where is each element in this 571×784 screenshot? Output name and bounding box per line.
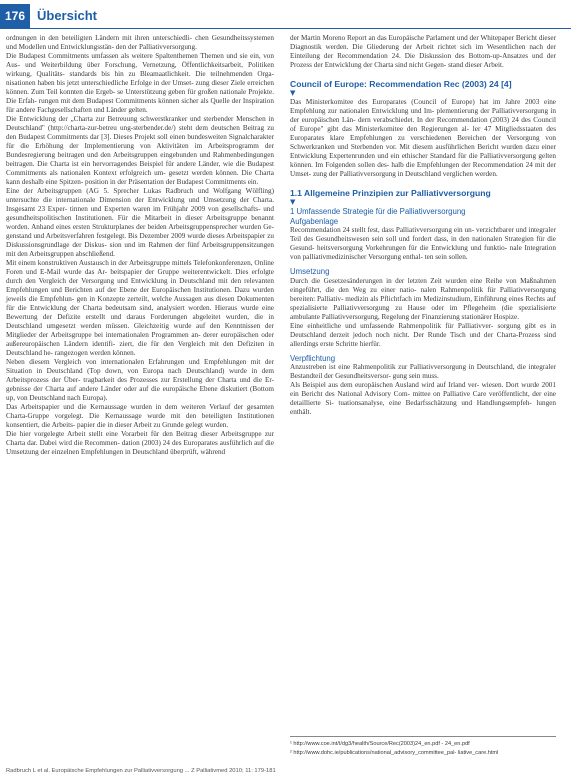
right-column — [290, 34, 556, 417]
paragraph: Eine der Arbeitsgruppen (AG 5. Sprecher Lukas Radbruch und Wolfgang Wölfling) untersuchte die internationale Dimension der Entwicklung und Umsetzung der Charta. Insgesamt 23 Exper- tinnen und Experten waren im Frühjahr 2009 von gesellschafts- und gesundheitspolitischen Institutionen. Für die Mitarbeit in dieser Arbeitsgruppe benannt worden. Anhand eines ersten Strukturplanes der beiden Arbeitsgruppensprecher wurden Ge- genstand und Arbeitsverfahren festgelegt. Bis Dezember 2009 wurde dieses Arbeitspapier zu Diskussionsgrundlage der Diskus- sion und im Rahmen der fünf Arbeitsgruppensitzungen mit den Arbeitsgruppen abschließend. — [6, 187, 274, 258]
arrow-down-icon: ▼ — [290, 198, 296, 206]
paragraph: Eine einheitliche und umfassende Rahmenpolitik für Palliativver- sorgung gibt es in Deutschland derzeit jedoch noch nicht. Der Runde Tisch und der Charta-Prozess sind allerdings erste Schritte hierfür. — [290, 321, 556, 348]
heading-general-principles: 1.1 Allgemeine Prinzipien zur Palliativversorgung — [290, 188, 491, 198]
footnote: ² http://www.dohc.ie/publications/national_advisory_committee_pal- liative_care.html — [290, 750, 499, 756]
paragraph: Anzustreben ist eine Rahmenpolitik zur Palliativversorgung in Deutschland, die integraler Bestandteil der Gesundheitsversor- gung sein muss. — [290, 363, 556, 380]
subheading-umsetzung: Umsetzung — [290, 267, 330, 276]
paragraph: Durch die Gesetzesänderungen in der letzten Zeit wurden eine Reihe von Maßnahmen eingeführt, die den Weg zu einer natio- nalen Rahmenpolitik für Palliativversorgung bereiten: Palliativ- medizin als Pflichtfach im Medizinstudium, Einführung eines Rechts auf spezialisierte Palliativversorgung zu Hause oder im Pflegeheim (die spezialisierte ambulante Palliativversorgung, Regelung der Finanzierung stationärer Hospize. — [290, 276, 556, 321]
paragraph: Neben diesem Vergleich von internationalen Erfahrungen und Empfehlungen mit der Situation in Deutschland (Top down, von Europa nach Deutschland) wurde in dem Arbeitsprozess der Über- tragbarkeit des Prozesses zur Erstellung der Charta und die Er- gebnisse der Charta auf andere Länder oder auf die europäische Ebene diskutiert (Bottom up, von Deutschland nach Europa). — [6, 358, 274, 402]
footnote: ¹ http://www.coe.int/t/dg3/health/Source/Rec(2003)24_en.pdf - 24_en.pdf — [290, 741, 470, 747]
paragraph: Das Ministerkomitee des Europarates (Council of Europe) hat im Jahre 2003 eine Empfehlung zur nationalen Entwicklung und Im- plementierung der Palliativversorgung in der europäischen Län- dern verabschiedet. In der Recommendation (2003) 24 des Council of Europe" gibt das Ministerkomitee den Regierungen al- ler 47 Mitgliedsstaaten des Europarates klare Empfehlungen zu verschiedenen Bereichen der Versorgung von Schwerkranken und Sterbenden vor. Mit diesem ausführlichen Bericht wurden dazu einer Entwicklung Expertenrunden und ein ethischer Standard für die Palliativversorgung gelten können. Im Folgenden sollen des- halb die Empfehlungen der Recommendation 24 mit der Umset- zung der Palliativversorgung in Deutschland verglichen werden. — [290, 98, 556, 178]
section-title: Übersicht — [37, 8, 97, 23]
paragraph: Mit einem konstruktiven Austausch in der Arbeitsgruppe mittels Telefonkonferenzen, Online Foren und E-Mail wurde das Ar- beitspapier der Gruppe weiterentwickelt. Dies erfolgte durch den Vergleich der Versorgung und Entwicklung in Deutschland mit den relevanten Empfehlungen und Berichten auf der Ebene der Europäischen Institutionen. Dazu wurden jeweils die Empfehlun- gen in Konzepte zerteilt, welche Aussagen aus diesen Dokumenten für die Entwicklung der Charta bedeutsam sind, analysiert worden. Hieraus wurde eine Bewertung der Defizite erstellt und daraus Forderungen abgeleitet wurden, die in Deutschland umgesetzt werden müssen. Gleichzeitig wurde auf den Kenntnissen der Mitglieder der Arbeitsgruppe bei internationalen Programmen an- derer europäischen oder außereuropäischen Ländern identifi- ziert, die für den Vergleich mit den Defiziten in Deutschland he- rangezogen werden können. — [6, 259, 274, 357]
paragraph: Als Beispiel aus dem europäischen Ausland wird auf Irland ver- wiesen. Dort wurde 2001 ein Bericht des National Advisory Com- mittee on Palliative Care veröffentlicht, der eine detaillierte Si- tuationsanalyse, eine Bedarfsschätzung und Handlungsempfeh- lungen enthält. — [290, 381, 556, 416]
paragraph: Recommendation 24 stellt fest, dass Palliativversorgung ein un- verzichtbarer und integraler Teil des Gesundheitswesen sein soll und fordert dass, in den nationalen Strategien für die Gesund- heitsversorgung Vorkehrungen für die Entwicklung und funktio- nale Integration von palliativmedizinischer Versorgung enthal- ten sein sollen. — [290, 226, 556, 261]
page-footer: Radbruch L et al. Europäische Empfehlungen zur Palliativversorgung ... Z Palliativmed 2010; 11: 179-181 — [6, 768, 276, 774]
footnotes — [290, 736, 556, 759]
heading-council-of-europe: Council of Europe: Recommendation Rec (2003) 24 [4] — [290, 79, 512, 89]
paragraph: der Martin Moreno Report an das Europäische Parlament und der Whitepaper Bericht dieser Diagnostik werden. Die Gliederung der Arbeit richtet sich im Wesentlichen nach der Einteilung der Recommendation 24. Die Diskussion des Bottom-up-Ansatzes und der Prozess der Entwicklung der Charta sind nicht Gegen- stand dieser Arbeit. — [290, 34, 556, 69]
paragraph: Das Arbeitspapier und die Kernaussage wurden in dem weiteren Verlauf der gesamten Charta-Gruppe vorgelegt. Die Kernaussage wurde mit den beteiligten Institutionen konsentiert, die Arbeits- papier die in dieser Arbeit zu Grunde gelegt wurden. — [6, 403, 274, 429]
left-column — [6, 34, 274, 457]
paragraph: Die hier vorgelegte Arbeit stellt eine Vorarbeit für den Beitrag dieser Arbeitsgruppe zur Charta dar. Dabei wird die Recommen- dation (2003) 24 des Europarates ausführlich auf die Umsetzung der einzelnen Empfehlungen in Deutschland überprüft, während — [6, 430, 274, 456]
header-rule — [0, 28, 571, 29]
subheading-verpflichtung: Verpflichtung — [290, 353, 336, 363]
paragraph: Die Budapest Commitments umfassen als weitere Spaltenthemen Themen und sie ein, von Aus- und Weiterbildung über Forschung, Vernetzung, Öffentlichkeitsarbeit, Politiken wirkung, Qualitäts- standards bis hin zu Bleamaatlichkeit. Die teilnehmenden Orga- nisationen haben bis jetzt unterschiedliche Erfolge in der Umset- zung dieser Ziele erreichen können. Zum Teil konnten die Ergeb- se Unterstützung geben für großen nationale Projekte. Die Erfah- rungen mit dem Budapest Commitments können sicher als Quelle der Inspiration für andere Fachgesellschaften und Länder gelten. — [6, 52, 274, 114]
subheading-aufgabenlage: Aufgabenlage — [290, 216, 339, 226]
arrow-down-icon: ▼ — [290, 89, 296, 97]
page-number: 176 — [0, 4, 30, 28]
heading-comprehensive-strategy: 1 Umfassende Strategie für die Palliativversorgung — [290, 207, 466, 216]
page-header — [0, 0, 571, 30]
paragraph: Die Entwicklung der „Charta zur Betreuung schwerstkranker und sterbender Menschen in Deutschland" (http://charta-zur-betreu ung-sterbender.de/) steht dem deutschen Beitrag zu den Budapest Commitments dar [3]. Dieses Projekt soll einen bundesweiten Signalcharakter für die Erhöhung der Implementierung von Aktivitäten im Arbeitsprogramm der Bundesregierung beitragen und den Arbeitsgruppen eingebunden und Rahmenbedingungen beitragen. Die Charta ist ein hervorragendes Beispiel für andere Länder, wie die Budapest Commitments als nationalen Kontext erfolgreich um- gesetzt werden können. Die Charta kann deshalb eine Spitzen- position in der Präsentation der Budapest Commitments ein. — [6, 115, 274, 186]
paragraph: ordnungen in den beteiligten Ländern mit ihren unterschiedli- chen Gesundheitssystemen und Modellen und Entwicklungsstän- den der Palliativversorgung. — [6, 34, 274, 51]
